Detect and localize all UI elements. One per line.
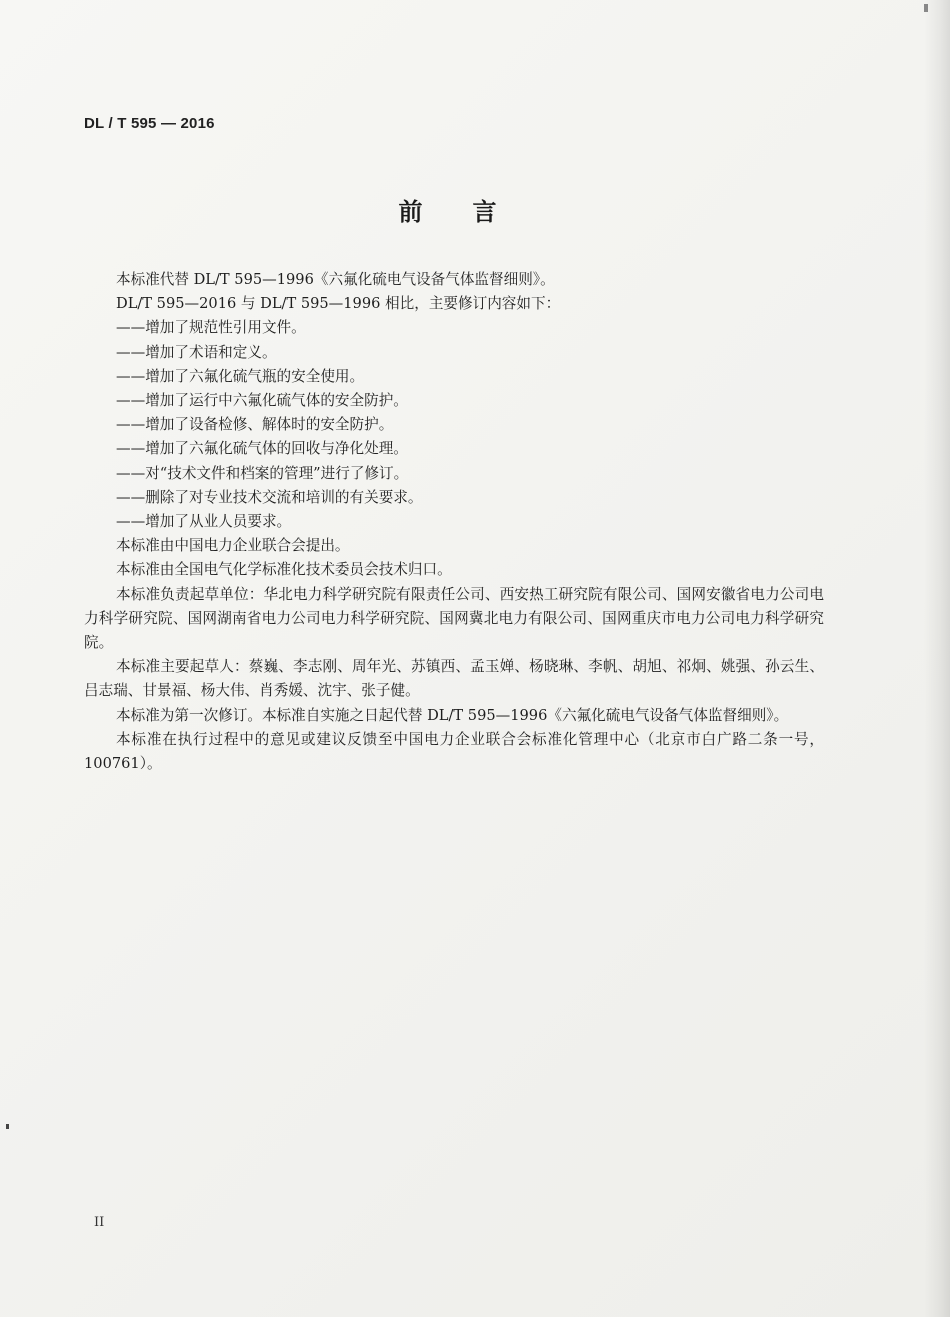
page-title: 前言: [398, 198, 547, 226]
paragraph: 本标准由中国电力企业联合会提出。: [116, 537, 350, 555]
revision-item: ——增加了规范性引用文件。: [116, 319, 306, 337]
page-number: II: [94, 1215, 105, 1230]
revision-item: ——删除了对专业技术交流和培训的有关要求。: [116, 488, 423, 506]
foreword-body: [84, 268, 824, 776]
standard-code: DL / T 595 — 2016: [84, 115, 215, 132]
revision-item: ——增加了设备检修、解体时的安全防护。: [116, 416, 394, 434]
revision-item: ——增加了六氟化硫气瓶的安全使用。: [116, 367, 365, 385]
paragraph: 本标准代替 DL/T 595—1996《六氟化硫电气设备气体监督细则》。: [116, 271, 555, 288]
binding-shadow: [924, 0, 950, 1317]
paragraph: 本标准在执行过程中的意见或建议反馈至中国电力企业联合会标准化管理中心（北京市白广路二条一号，100761）。: [84, 730, 824, 773]
revision-item: ——增加了运行中六氟化硫气体的安全防护。: [116, 392, 408, 410]
scan-artifact: [6, 1124, 9, 1129]
paragraph: DL/T 595—2016 与 DL/T 595—1996 相比，主要修订内容如下：: [116, 295, 561, 313]
revision-item: ——增加了六氟化硫气体的回收与净化处理。: [116, 440, 408, 458]
paragraph: 本标准由全国电气化学标准化技术委员会技术归口。: [116, 561, 452, 579]
paragraph: 本标准负责起草单位：华北电力科学研究院有限责任公司、西安热工研究院有限公司、国网安徽省电力公司电力科学研究院、国网湖南省电力公司电力科学研究院、国网冀北电力有限公司、国网重庆市电力公司电力科学研究院。: [84, 585, 824, 652]
paragraph: 本标准主要起草人：蔡巍、李志刚、周年光、苏镇西、孟玉婵、杨晓琳、李帆、胡旭、祁炯、姚强、孙云生、吕志瑞、甘景福、杨大伟、肖秀媛、沈宇、张子健。: [84, 658, 824, 700]
revision-item: ——增加了术语和定义。: [116, 343, 277, 361]
scan-artifact: [924, 4, 928, 12]
paragraph: 本标准为第一次修订。本标准自实施之日起代替 DL/T 595—1996《六氟化硫电气设备气体监督细则》。: [116, 706, 789, 724]
revision-item: ——对“技术文件和档案的管理”进行了修订。: [116, 464, 409, 482]
revision-item: ——增加了从业人员要求。: [116, 513, 292, 531]
